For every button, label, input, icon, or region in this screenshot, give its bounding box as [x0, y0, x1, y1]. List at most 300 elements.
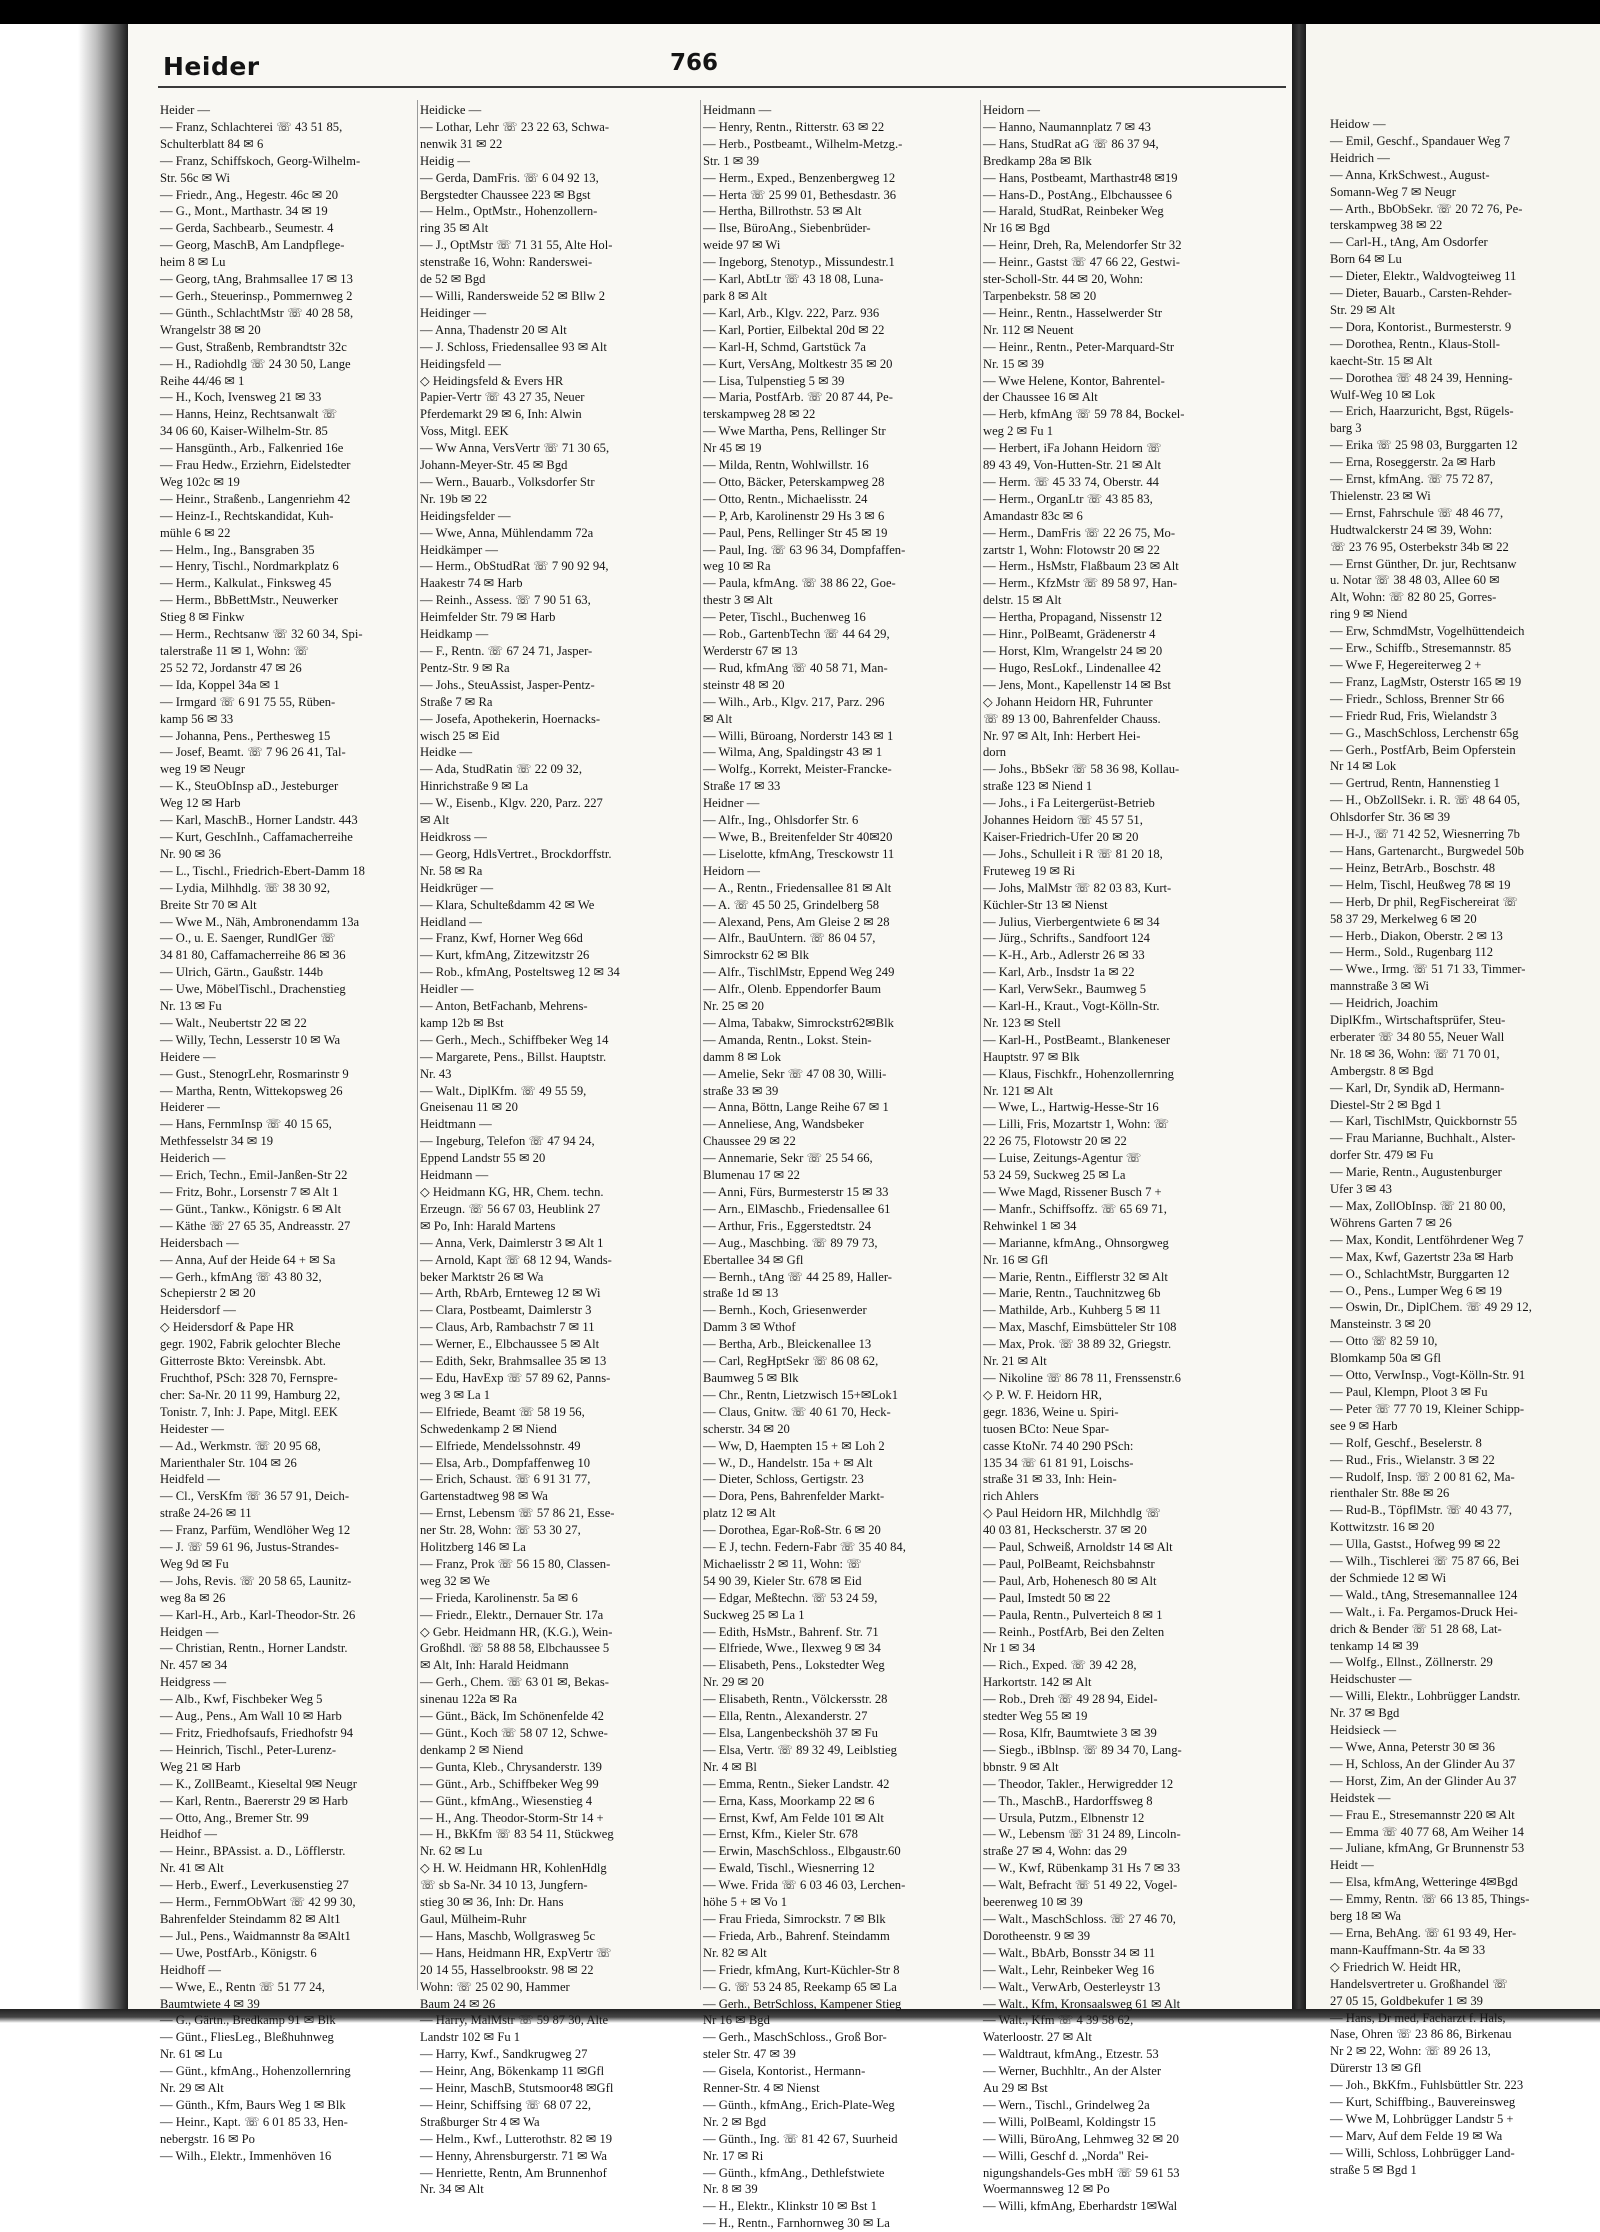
directory-entry-line: — Herm., Sold., Rugenbarg 112	[1330, 945, 1494, 960]
directory-entry-line: Pferdemarkt 29 ✉ 6, Inh: Alwin	[420, 407, 582, 422]
directory-entry-line: — Rud-B., TöpflMstr. ☏ 40 43 77,	[1330, 1503, 1513, 1518]
directory-entry-line: — Karl, Portier, Eilbektal 20d ✉ 22	[703, 322, 885, 337]
directory-entry-line: — Helm, Tischl, Heußweg 78 ✉ 19	[1330, 877, 1511, 892]
directory-entry-line: — Erich, Schaust. ☏ 6 91 31 77,	[420, 1472, 591, 1487]
directory-entry-line: steinstr 48 ✉ 20	[703, 677, 785, 692]
directory-entry-line: — Luise, Zeitungs-Agentur ☏	[983, 1151, 1142, 1166]
directory-entry-line: Heiderich —	[160, 1151, 226, 1166]
directory-entry-line: — J. Schloss, Friedensallee 93 ✉ Alt	[420, 339, 607, 354]
directory-entry-line: — Max, Prok. ☏ 38 89 32, Griegstr.	[983, 1337, 1172, 1352]
directory-entry-line: — Werner, E., Elbchaussee 5 ✉ Alt	[420, 1337, 600, 1352]
directory-entry-line: Weg 102c ✉ 19	[160, 474, 240, 489]
directory-entry-line: weg 32 ✉ We	[420, 1573, 490, 1588]
directory-entry-line: ner Str. 28, Wohn: ☏ 53 30 27,	[420, 1523, 581, 1538]
directory-entry-line: — Max, Kwf, Gazertstr 23a ✉ Harb	[1330, 1249, 1514, 1264]
directory-entry-line: Dorotheenstr. 9 ✉ 39	[983, 1928, 1091, 1943]
directory-entry-line: — Amelie, Sekr ☏ 47 08 30, Willi-	[703, 1066, 887, 1081]
directory-entry-line: — Werner, Buchhltr., An der Alster	[983, 2064, 1162, 2079]
directory-entry-line: 20 14 55, Hasselbrookstr. 98 ✉ 22	[420, 1962, 594, 1977]
directory-entry-line: scherstr. 34 ✉ 20	[703, 1421, 790, 1436]
directory-entry-line: — Kurt, kfmAng, Zitzewitzstr 26	[420, 948, 590, 963]
directory-entry-line: Bergstedter Chaussee 223 ✉ Bgst	[420, 187, 591, 202]
directory-entry-line: — Walt., MaschSchloss. ☏ 27 46 70,	[983, 1911, 1176, 1926]
directory-entry-line: — W., Lebensm ☏ 31 24 89, Lincoln-	[983, 1827, 1181, 1842]
directory-entry-line: Heidersdorf —	[160, 1303, 236, 1318]
directory-entry-line: Heidler —	[420, 982, 474, 997]
directory-entry-line: Dürerstr 13 ✉ Gfl	[1330, 2061, 1422, 2076]
directory-entry-line: Gaul, Mülheim-Ruhr	[420, 1911, 527, 1926]
directory-entry-line: — Elfriede, Wwe., Ilexweg 9 ✉ 34	[703, 1641, 881, 1656]
directory-entry-line: cher: Sa-Nr. 20 11 99, Hamburg 22,	[160, 1387, 341, 1402]
directory-entry-line: Nr. 123 ✉ Stell	[983, 1015, 1061, 1030]
directory-entry-line: — Willi, Elektr., Lohbrügger Landstr.	[1330, 1689, 1521, 1704]
directory-entry-line: — Elfriede, Mendelssohnstr. 49	[420, 1438, 581, 1453]
directory-entry-line: — Erna, Kass, Moorkamp 22 ✉ 6	[703, 1793, 875, 1808]
directory-entry-line: Nr 45 ✉ 19	[703, 441, 762, 456]
directory-entry-line: — Helm., Ing., Bansgraben 35	[160, 542, 315, 557]
directory-entry-line: — Heinrich, Tischl., Peter-Lurenz-	[160, 1742, 337, 1757]
directory-entry-line: Heidner —	[703, 796, 760, 811]
directory-entry-line: — Erika ☏ 25 98 03, Burggarten 12	[1330, 438, 1518, 453]
directory-entry-line: 54 90 39, Kieler Str. 678 ✉ Eid	[703, 1573, 862, 1588]
directory-entry-line: — Milda, Rentn, Wohlwillstr. 16	[703, 458, 869, 473]
directory-entry-line: — Wilh., Tischlerei ☏ 75 87 66, Bei	[1330, 1554, 1520, 1569]
directory-entry-line: — Anton, BetFachanb, Mehrens-	[420, 999, 588, 1014]
directory-entry-line: — Franz, Schlachterei ☏ 43 51 85,	[160, 119, 343, 134]
directory-entry-line: Werderstr 67 ✉ 13	[703, 644, 798, 658]
directory-entry-line: Straßburger Str 4 ✉ Wa	[420, 2114, 540, 2129]
directory-entry-line: — Johs., BbSekr ☏ 58 36 98, Kollau-	[983, 762, 1180, 777]
scanner-left-shadow	[0, 24, 128, 2009]
directory-entry-line: — A. ☏ 45 50 25, Grindelberg 58	[703, 897, 880, 912]
directory-entry-line: rich Ahlers	[983, 1489, 1039, 1504]
directory-entry-line: — P, Arb, Karolinenstr 29 Hs 3 ✉ 6	[703, 508, 885, 523]
directory-entry-line: Handelsvertreter u. Großhandel ☏	[1330, 1976, 1509, 1991]
directory-entry-line: — Ulrich, Gärtn., Gaußstr. 144b	[160, 965, 323, 980]
directory-entry-line: — Ernst, Fahrschule ☏ 48 46 77,	[1330, 505, 1504, 520]
directory-entry-line: — Frau Marianne, Buchhalt., Alster-	[1330, 1131, 1516, 1146]
directory-entry-line: — Wwe Martha, Pens, Rellinger Str	[703, 424, 886, 439]
directory-entry-line: Nr. 112 ✉ Neuent	[983, 322, 1074, 337]
directory-entry-line: — Wolfg., Korrekt, Meister-Francke-	[703, 762, 892, 777]
directory-entry-line: — Ella, Rentn., Alexanderstr. 27	[703, 1709, 868, 1724]
directory-entry-line: — Th., MaschB., Hardorffsweg 8	[983, 1793, 1153, 1808]
directory-entry-line: — Gerh., BetrSchloss, Kampener Stieg	[703, 1996, 902, 2011]
directory-entry-line: — Heinr., BPAssist. a. D., Löfflerstr.	[160, 1844, 346, 1859]
directory-entry-line: — Rob., GartenbTechn ☏ 44 64 29,	[703, 627, 890, 642]
directory-entry-line: stenstraße 16, Wohn: Randerswei-	[420, 255, 593, 270]
directory-entry-line: — Karl, Dr, Syndik aD, Hermann-	[1330, 1080, 1505, 1095]
directory-entry-line: Kottwitzstr. 16 ✉ 20	[1330, 1520, 1435, 1535]
directory-entry-line: — Frau E., Stresemannstr 220 ✉ Alt	[1330, 1807, 1515, 1822]
directory-entry-line: — Frau Hedw., Erziehrn, Eidelstedter	[160, 458, 351, 473]
directory-entry-line: — H., ObZollSekr. i. R. ☏ 48 64 05,	[1330, 793, 1520, 808]
directory-entry-line: — Klaus, Fischkfr., Hohenzollernring	[983, 1066, 1174, 1081]
directory-entry-line: Damm 3 ✉ Wthof	[703, 1320, 796, 1335]
directory-entry-line: — Elsa, Arb., Dompfaffenweg 10	[420, 1455, 591, 1470]
directory-entry-line: Heidingsfelder —	[420, 508, 511, 523]
directory-entry-line: — Otto, Bäcker, Peterskampweg 28	[703, 474, 885, 489]
directory-entry-line: — Max, Maschf, Eimsbütteler Str 108	[983, 1320, 1177, 1335]
directory-entry-line: — Elisabeth, Rentn., Völckersstr. 28	[703, 1692, 888, 1707]
directory-entry-line: — K., SteuObInsp aD., Jesteburger	[160, 779, 339, 794]
directory-entry-line: ☏ sb Sa-Nr. 34 10 13, Jungfern-	[420, 1878, 588, 1893]
directory-entry-line: mannstraße 3 ✉ Wi	[1330, 979, 1429, 994]
directory-entry-line: — Herb., Postbeamt., Wilhelm-Metzg.-	[703, 136, 903, 151]
directory-entry-line: talerstraße 11 ✉ 1, Wohn: ☏	[160, 644, 310, 658]
directory-entry-line: — Claus, Arb, Rambachstr 7 ✉ 11	[420, 1320, 595, 1335]
directory-entry-line: Heidgress —	[160, 1675, 227, 1690]
directory-entry-line: — Käthe ☏ 27 65 35, Andreasstr. 27	[160, 1218, 351, 1233]
directory-entry-line: — Willi, Schloss, Lohbrügger Land-	[1330, 2145, 1515, 2160]
directory-entry-line: Hinrichstraße 9 ✉ La	[420, 779, 529, 794]
directory-entry-line: — Wwe, L., Hartwig-Hesse-Str 16	[983, 1100, 1159, 1115]
directory-entry-line: Heidt —	[1330, 1858, 1374, 1873]
directory-entry-line: Nr. 90 ✉ 36	[160, 846, 221, 861]
directory-entry-line: — Reinh., PostfArb, Bei den Zelten	[983, 1624, 1165, 1639]
directory-entry-line: steler Str. 47 ✉ 39	[703, 2047, 796, 2062]
directory-entry-line: — Jul., Pens., Waidmannstr 8a ✉Alt1	[160, 1928, 351, 1943]
directory-entry-line: park 8 ✉ Alt	[703, 288, 768, 303]
directory-entry-line: — Karl-H., PostBeamt., Blankeneser	[983, 1032, 1171, 1047]
directory-entry-line: platz 12 ✉ Alt	[703, 1506, 776, 1521]
directory-entry-line: — Günth., Ing. ☏ 81 42 67, Suurheid	[703, 2131, 898, 2146]
directory-entry-line: Johann-Meyer-Str. 45 ✉ Bgd	[420, 458, 568, 473]
directory-entry-line: Gartenstadtweg 98 ✉ Wa	[420, 1489, 548, 1504]
directory-entry-line: Nr. 13 ✉ Fu	[160, 999, 222, 1014]
directory-entry-line: — Willi, BüroAng, Lehmweg 32 ✉ 20	[983, 2131, 1179, 2146]
directory-entry-line: Heiderer —	[160, 1100, 220, 1115]
directory-entry-line: Küchler-Str 13 ✉ Nienst	[983, 897, 1108, 912]
directory-entry-line: — Alfr., Ing., Ohlsdorfer Str. 6	[703, 813, 859, 828]
directory-entry-line: bbnstr. 9 ✉ Alt	[983, 1759, 1059, 1774]
directory-entry-line: — Hans-D., PostAng., Elbchaussee 6	[983, 187, 1172, 202]
directory-entry-line: Haakestr 74 ✉ Harb	[420, 576, 523, 591]
directory-entry-line: — Joh., BkKfm., Fuhlsbüttler Str. 223	[1330, 2078, 1524, 2093]
directory-entry-line: heim 8 ✉ Lu	[160, 255, 226, 270]
directory-entry-line: Hudtwalckerstr 24 ✉ 39, Wohn:	[1330, 522, 1493, 537]
directory-entry-line: — Wwe M., Näh, Ambronendamm 13a	[160, 914, 360, 929]
directory-entry-line: Weg 21 ✉ Harb	[160, 1759, 241, 1774]
directory-entry-line: — E J, techn. Federn-Fabr ☏ 35 40 84,	[703, 1540, 906, 1555]
directory-entry-line: — Wern., Tischl., Grindelweg 2a	[983, 2097, 1150, 2112]
directory-entry-line: — Emma ☏ 40 77 68, Am Weiher 14	[1330, 1824, 1524, 1839]
directory-entry-line: — Johs, Revis. ☏ 20 58 65, Launitz-	[160, 1573, 352, 1588]
directory-entry-line: — Johanna, Pens., Perthesweg 15	[160, 728, 331, 743]
directory-entry-line: — O., Pens., Lumper Weg 6 ✉ 19	[1330, 1283, 1502, 1298]
directory-entry-line: — Anni, Fürs, Burmesterstr 15 ✉ 33	[703, 1185, 889, 1199]
directory-entry-line: Voss, Mitgl. EEK	[420, 424, 509, 439]
directory-entry-line: — Erw, SchmdMstr, Vogelhüttendeich	[1330, 624, 1525, 639]
directory-entry-line: — Frieda, Karolinenstr. 5a ✉ 6	[420, 1590, 578, 1605]
directory-entry-line: Bredkamp 28a ✉ Blk	[983, 153, 1092, 168]
directory-entry-line: weide 97 ✉ Wi	[703, 238, 781, 253]
directory-entry-line: Nr. 21 ✉ Alt	[983, 1354, 1047, 1369]
directory-entry-line: Schulterblatt 84 ✉ 6	[160, 136, 264, 151]
directory-entry-line: — Rud, kfmAng ☏ 40 58 71, Man-	[703, 660, 888, 675]
directory-entry-line: see 9 ✉ Harb	[1330, 1418, 1398, 1433]
directory-entry-line: ◇ Heidmann KG, HR, Chem. techn.	[420, 1185, 604, 1199]
directory-entry-line: Heidhof —	[160, 1827, 218, 1842]
directory-entry-line: — O., SchlachtMstr, Burggarten 12	[1330, 1266, 1510, 1281]
directory-entry-line: Wöhrens Garten 7 ✉ 26	[1330, 1215, 1452, 1230]
directory-entry-line: — Lilli, Fris, Mozartstr 1, Wohn: ☏	[983, 1117, 1170, 1132]
directory-entry-line: Nr. 58 ✉ Ra	[420, 863, 483, 878]
directory-entry-line: — Oswin, Dr., DiplChem. ☏ 49 29 12,	[1330, 1300, 1532, 1315]
directory-entry-line: — Dorothea, Egar-Roß-Str. 6 ✉ 20	[703, 1523, 881, 1538]
directory-entry-line: ring 9 ✉ Niend	[1330, 607, 1408, 622]
directory-entry-line: Wohn: ☏ 25 02 90, Hammer	[420, 1979, 570, 1994]
directory-entry-line: — Christian, Rentn., Horner Landstr.	[160, 1641, 348, 1656]
directory-entry-line: Nr. 97 ✉ Alt, Inh: Herbert Hei-	[983, 728, 1141, 743]
directory-entry-line: — Alexand, Pens, Am Gleise 2 ✉ 28	[703, 914, 890, 929]
directory-entry-line: — Herm. ☏ 45 33 74, Oberstr. 44	[983, 474, 1159, 489]
directory-entry-line: — K., ZollBeamt., Kieseltal 9✉ Neugr	[160, 1776, 357, 1791]
directory-entry-line: drich & Bender ☏ 51 28 68, Lat-	[1330, 1621, 1502, 1636]
directory-entry-line: — Gerh., Chem. ☏ 63 01 ✉, Bekas-	[420, 1675, 609, 1690]
directory-entry-line: Nr. 15 ✉ 39	[983, 356, 1044, 371]
header-rule	[158, 86, 1286, 88]
directory-entry-line: — Wwe, E., Rentn ☏ 51 77 24,	[160, 1979, 325, 1994]
directory-entry-line: — J. ☏ 59 61 96, Justus-Strandes-	[160, 1540, 339, 1555]
directory-entry-line: — Herm., KfzMstr ☏ 89 58 97, Han-	[983, 576, 1178, 591]
directory-entry-line: — Herb., Diakon, Oberstr. 2 ✉ 13	[1330, 928, 1503, 943]
directory-entry-line: Heidmann —	[703, 103, 772, 117]
directory-entry-line: — H-J., ☏ 71 42 52, Wiesnerring 7b	[1330, 827, 1520, 842]
directory-entry-line: Gneisenau 11 ✉ 20	[420, 1100, 518, 1115]
directory-entry-line: — Paul, PolBeamt, Reichsbahnstr	[983, 1556, 1155, 1571]
directory-entry-line: weg 8a ✉ 26	[160, 1590, 226, 1605]
directory-entry-line: — Rolf, Geschf., Beselerstr. 8	[1330, 1435, 1482, 1450]
directory-entry-line: Nr. 82 ✉ Alt	[703, 1945, 767, 1960]
directory-entry-line: Heidmann —	[420, 1168, 489, 1183]
directory-entry-line: Ohlsdorfer Str. 36 ✉ 39	[1330, 810, 1451, 825]
directory-entry-line: — Erich, Techn., Emil-Janßen-Str 22	[160, 1168, 348, 1183]
directory-entry-line: — Georg, MaschB, Am Landpflege-	[160, 238, 345, 253]
directory-entry-line: der Chaussee 16 ✉ Alt	[983, 390, 1098, 405]
directory-entry-line: — Alma, Tabakw, Simrockstr62✉Blk	[703, 1015, 894, 1030]
directory-entry-line: — Günt., kfmAng., Wiesenstieg 4	[420, 1793, 593, 1808]
directory-entry-line: — Walt., VerwArb, Oesterleystr 13	[983, 1979, 1161, 1994]
directory-entry-line: — Herm., Exped., Benzenbergweg 12	[703, 170, 896, 185]
directory-entry-line: — H, Schloss, An der Glinder Au 37	[1330, 1756, 1516, 1771]
directory-entry-line: — Gerh., Mech., Schiffbeker Weg 14	[420, 1032, 609, 1047]
directory-entry-line: — H., Radiohdlg ☏ 24 30 50, Lange	[160, 356, 351, 371]
directory-entry-line: — Heidrich, Joachim	[1330, 996, 1439, 1011]
directory-entry-line: Blumenau 17 ✉ 22	[703, 1168, 800, 1183]
directory-entry-line: weg 3 ✉ La 1	[420, 1387, 491, 1402]
directory-entry-line: — Nikoline ☏ 86 78 11, Frenssenstr.6	[983, 1370, 1181, 1385]
directory-entry-line: Heidorn —	[703, 863, 761, 878]
directory-entry-line: — Reinh., Assess. ☏ 7 90 51 63,	[420, 593, 591, 608]
directory-entry-line: Rehwinkel 1 ✉ 34	[983, 1218, 1077, 1233]
directory-entry-line: — Edgar, Meßtechn. ☏ 53 24 59,	[703, 1590, 878, 1605]
directory-entry-line: — Alfr., TischlMstr, Eppend Weg 249	[703, 965, 895, 980]
directory-entry-line: — Herb, kfmAng ☏ 59 78 84, Bockel-	[983, 407, 1185, 422]
directory-entry-line: ☏ 23 76 95, Osterbekstr 34b ✉ 22	[1330, 539, 1509, 554]
directory-entry-line: Heidland —	[420, 914, 482, 929]
directory-entry-line: — Herm., DamFris ☏ 22 26 75, Mo-	[983, 525, 1176, 540]
directory-entry-line: wisch 25 ✉ Eid	[420, 728, 500, 743]
directory-entry-line: — Karl, TischlMstr, Quickbornstr 55	[1330, 1114, 1518, 1129]
directory-entry-line: — Emmy, Rentn. ☏ 66 13 85, Things-	[1330, 1892, 1530, 1907]
directory-entry-line: — Heinz-I., Rechtskandidat, Kuh-	[160, 508, 334, 523]
directory-entry-line: Heidingsfeld —	[420, 356, 501, 371]
directory-entry-line: — Wwe. Frida ☏ 6 03 46 03, Lerchen-	[703, 1878, 906, 1893]
directory-entry-line: — Herm., ObStudRat ☏ 7 90 92 94,	[420, 559, 609, 574]
directory-entry-line: nigungshandels-Ges mbH ☏ 59 61 53	[983, 2165, 1180, 2180]
directory-entry-line: — Herm., BbBettMstr., Neuwerker	[160, 593, 339, 608]
directory-entry-line: — Gust., StenogrLehr, Rosmarinstr 9	[160, 1066, 349, 1081]
directory-column-1	[160, 102, 416, 2163]
directory-entry-line: mühle 6 ✉ 22	[160, 525, 231, 540]
directory-entry-line: ✉ Po, Inh: Harald Martens	[420, 1218, 556, 1233]
directory-entry-line: — Dieter, Bauarb., Carsten-Rehder-	[1330, 286, 1512, 301]
directory-entry-line: Bahrenfelder Steindamm 82 ✉ Alt1	[160, 1911, 341, 1926]
directory-entry-line: — Erwin, MaschSchloss., Elbgaustr.60	[703, 1844, 901, 1859]
directory-entry-line: — Dora, Pens, Bahrenfelder Markt-	[703, 1489, 885, 1504]
directory-entry-line: — Gerda, Sachbearb., Seumestr. 4	[160, 221, 334, 236]
directory-entry-line: — G., Gärtn., Bredkamp 91 ✉ Blk	[160, 2013, 336, 2028]
directory-entry-line: — W., Kwf, Rübenkamp 31 Hs 7 ✉ 33	[983, 1861, 1181, 1876]
directory-entry-line: — Rosa, Klfr, Baumtwiete 3 ✉ 39	[983, 1726, 1157, 1740]
directory-entry-line: — Hanno, Naumannplatz 7 ✉ 43	[983, 119, 1151, 134]
directory-entry-line: ✉ Alt	[703, 711, 733, 726]
directory-entry-line: — G. ☏ 53 24 85, Reekamp 65 ✉ La	[703, 1979, 897, 1994]
directory-entry-line: Str. 29 ✉ Alt	[1330, 302, 1396, 317]
directory-entry-line: — Wwe F, Hegereiterweg 2 +	[1330, 658, 1482, 672]
directory-entry-line: — Bertha, Arb., Bleickenallee 13	[703, 1337, 872, 1352]
directory-entry-line: Baum 24 ✉ 26	[420, 1996, 496, 2011]
directory-entry-line: — Lothar, Lehr ☏ 23 22 63, Schwa-	[420, 119, 610, 134]
directory-entry-line: Fruchthof, PSch: 328 70, Fernspre-	[160, 1370, 338, 1385]
directory-entry-line: Straße 7 ✉ Ra	[420, 694, 493, 709]
directory-entry-line: — Ewald, Tischl., Wiesnerring 12	[703, 1861, 875, 1876]
directory-entry-line: tenkamp 14 ✉ 39	[1330, 1638, 1419, 1653]
directory-entry-line: — Wilma, Ang, Spaldingstr 43 ✉ 1	[703, 745, 883, 760]
directory-entry-line: — Wwe Magd, Rissener Busch 7 +	[983, 1185, 1162, 1199]
directory-entry-line: — Georg, tAng, Brahmsallee 17 ✉ 13	[160, 272, 353, 287]
directory-entry-line: ring 35 ✉ Alt	[420, 221, 489, 236]
directory-entry-line: ◇ Heidingsfeld & Evers HR	[420, 373, 564, 388]
directory-entry-line: — Theodor, Takler., Herwigredder 12	[983, 1776, 1174, 1791]
directory-entry-line: — Herm., FernmObWart ☏ 42 99 30,	[160, 1895, 356, 1910]
directory-entry-line: beker Marktstr 26 ✉ Wa	[420, 1269, 544, 1284]
directory-entry-line: Heidkämper —	[420, 542, 498, 557]
directory-entry-line: — Claus, Gnitw. ☏ 40 61 70, Heck-	[703, 1404, 891, 1419]
directory-entry-line: Heidere —	[160, 1049, 216, 1064]
directory-entry-line: — Kurt, Schiffbing., Bauvereinsweg	[1330, 2095, 1516, 2110]
directory-entry-line: Harkortstr. 142 ✉ Alt	[983, 1675, 1092, 1690]
directory-entry-line: Nr. 43	[420, 1066, 452, 1081]
directory-entry-line: — Friedr., Schloss, Brenner Str 66	[1330, 691, 1505, 706]
directory-entry-line: — Wern., Bauarb., Volksdorfer Str	[420, 474, 595, 489]
directory-entry-line: — G., MaschSchloss, Lerchenstr 65g	[1330, 725, 1519, 740]
directory-entry-line: Nr. 37 ✉ Bgd	[1330, 1706, 1400, 1721]
directory-entry-line: — Alfr., Olenb. Eppendorfer Baum	[703, 982, 882, 997]
directory-entry-line: — Paula, Rentn., Pulverteich 8 ✉ 1	[983, 1607, 1163, 1622]
directory-entry-line: — Aug., Maschbing. ☏ 89 79 73,	[703, 1235, 878, 1250]
directory-entry-line: ◇ P. W. F. Heidorn HR,	[983, 1387, 1102, 1402]
directory-entry-line: — Heinr., Straßenb., Langenriehm 42	[160, 491, 351, 506]
directory-entry-line: — Günt., FliesLeg., Bleßhuhnweg	[160, 2030, 334, 2045]
directory-entry-line: — Horst, Klm, Wrangelstr 24 ✉ 20	[983, 644, 1163, 658]
directory-entry-line: — Frieda, Arb., Bahrenf. Steindamm	[703, 1928, 890, 1943]
directory-entry-line: — Harry, MalMstr ☏ 59 87 30, Alte	[420, 2013, 609, 2028]
directory-entry-line: Heidig —	[420, 153, 471, 168]
directory-entry-line: — Willi, kfmAng, Eberhardstr 1✉Wal	[983, 2199, 1178, 2214]
directory-entry-line: — Heinr, Dreh, Ra, Melendorfer Str 32	[983, 238, 1182, 253]
directory-entry-line: — J., OptMstr ☏ 71 31 55, Alte Hol-	[420, 238, 613, 253]
directory-entry-line: — Marie, Rentn., Augustenburger	[1330, 1165, 1502, 1180]
directory-entry-line: — Heinr, Ang, Bökenkamp 11 ✉Gfl	[420, 2064, 605, 2079]
directory-entry-line: straße 123 ✉ Niend 1	[983, 779, 1093, 794]
directory-entry-line: straße 24-26 ✉ 11	[160, 1506, 252, 1521]
directory-entry-line: — Hans, Postbeamt, Marthastr48 ✉19	[983, 170, 1178, 185]
directory-entry-line: — Annemarie, Sekr ☏ 25 54 66,	[703, 1151, 873, 1166]
directory-entry-line: Nr 14 ✉ Lok	[1330, 759, 1397, 774]
directory-entry-line: — L., Tischl., Friedrich-Ebert-Damm 18	[160, 863, 365, 878]
directory-entry-line: — Julius, Vierbergentwiete 6 ✉ 34	[983, 914, 1160, 929]
directory-entry-line: nebergstr. 16 ✉ Po	[160, 2131, 255, 2146]
directory-entry-line: — H., Rentn., Farnhornweg 30 ✉ La	[703, 2216, 890, 2231]
directory-entry-line: stedter Weg 55 ✉ 19	[983, 1709, 1088, 1724]
directory-entry-line: weg 10 ✉ Ra	[703, 559, 771, 574]
directory-entry-line: Nr 2 ✉ 22, Wohn: ☏ 89 26 13,	[1330, 2044, 1491, 2059]
directory-column-next-page	[1330, 116, 1600, 2177]
directory-entry-line: damm 8 ✉ Lok	[703, 1049, 782, 1064]
directory-entry-line: Str. 1 ✉ 39	[703, 153, 760, 168]
directory-entry-line: — Ursula, Putzm., Elbnenstr 12	[983, 1810, 1145, 1825]
directory-entry-line: — Anna, Böttn, Lange Reihe 67 ✉ 1	[703, 1100, 889, 1115]
directory-entry-line: — Karl, Arb., Klgv. 222, Parz. 936	[703, 305, 880, 320]
directory-entry-line: — Ingeborg, Stenotyp., Missundestr.1	[703, 255, 895, 270]
directory-entry-line: 34 81 80, Caffamacherreihe 86 ✉ 36	[160, 948, 346, 963]
directory-entry-line: ◇ Heidersdorf & Pape HR	[160, 1320, 295, 1335]
directory-entry-line: — Ernst, kfmAng. ☏ 75 72 87,	[1330, 472, 1494, 487]
directory-entry-line: — Elfriede, Beamt ☏ 58 19 56,	[420, 1404, 585, 1419]
directory-entry-line: — Hans, Gartenarcht., Burgwedel 50b	[1330, 843, 1524, 858]
directory-entry-line: DiplKfm., Wirtschaftsprüfer, Steu-	[1330, 1013, 1506, 1028]
directory-entry-line: Heidorn —	[983, 103, 1041, 117]
directory-entry-line: — Georg, HdlsVertret., Brockdorffstr.	[420, 846, 612, 861]
directory-entry-line: — Fritz, Friedhofsaufs, Friedhofstr 94	[160, 1726, 354, 1740]
directory-entry-line: Nase, Ohren ☏ 23 86 86, Birkenau	[1330, 2027, 1512, 2042]
directory-entry-line: — Paul, Schweiß, Arnoldstr 14 ✉ Alt	[983, 1540, 1173, 1555]
directory-entry-line: 135 34 ☏ 61 81 91, Loischs-	[983, 1455, 1134, 1470]
directory-entry-line: delstr. 15 ✉ Alt	[983, 593, 1062, 608]
directory-entry-line: — Günt., kfmAng., Hohenzollernring	[160, 2064, 351, 2079]
directory-entry-line: — Arn., ElMaschb., Friedensallee 61	[703, 1201, 891, 1216]
directory-entry-line: — Chr., Rentn, Lietzwisch 15+✉Lok1	[703, 1387, 898, 1402]
directory-entry-line: Baumweg 5 ✉ Blk	[703, 1370, 799, 1385]
directory-entry-line: Nr. 34 ✉ Alt	[420, 2182, 484, 2197]
directory-entry-line: — Wwe, Anna, Peterstr 30 ✉ 36	[1330, 1740, 1495, 1754]
directory-entry-line: — Herm., OrganLtr ☏ 43 85 83,	[983, 491, 1153, 506]
directory-entry-line: Heidsieck —	[1330, 1723, 1397, 1738]
directory-entry-line: — Arnold, Kapt ☏ 68 12 94, Wands-	[420, 1252, 612, 1267]
directory-entry-line: — Emil, Geschf., Spandauer Weg 7	[1330, 133, 1510, 148]
directory-entry-line: — W., D., Handelstr. 15a + ✉ Alt	[703, 1455, 873, 1470]
directory-entry-line: — Gerh., kfmAng ☏ 43 80 32,	[160, 1269, 322, 1284]
directory-entry-line: — Franz, Schiffskoch, Georg-Wilhelm-	[160, 153, 361, 168]
directory-entry-line: — Paul, Imstedt 50 ✉ 22	[983, 1590, 1111, 1605]
directory-entry-line: berg 18 ✉ Wa	[1330, 1909, 1401, 1924]
directory-entry-line: 25 52 72, Jordanstr 47 ✉ 26	[160, 660, 302, 675]
directory-entry-line: — Wolfg., Ellnst., Zöllnerstr. 29	[1330, 1655, 1493, 1670]
directory-entry-line: — Max, ZollObInsp. ☏ 21 80 00,	[1330, 1199, 1506, 1213]
directory-entry-line: Suckweg 25 ✉ La 1	[703, 1607, 805, 1622]
